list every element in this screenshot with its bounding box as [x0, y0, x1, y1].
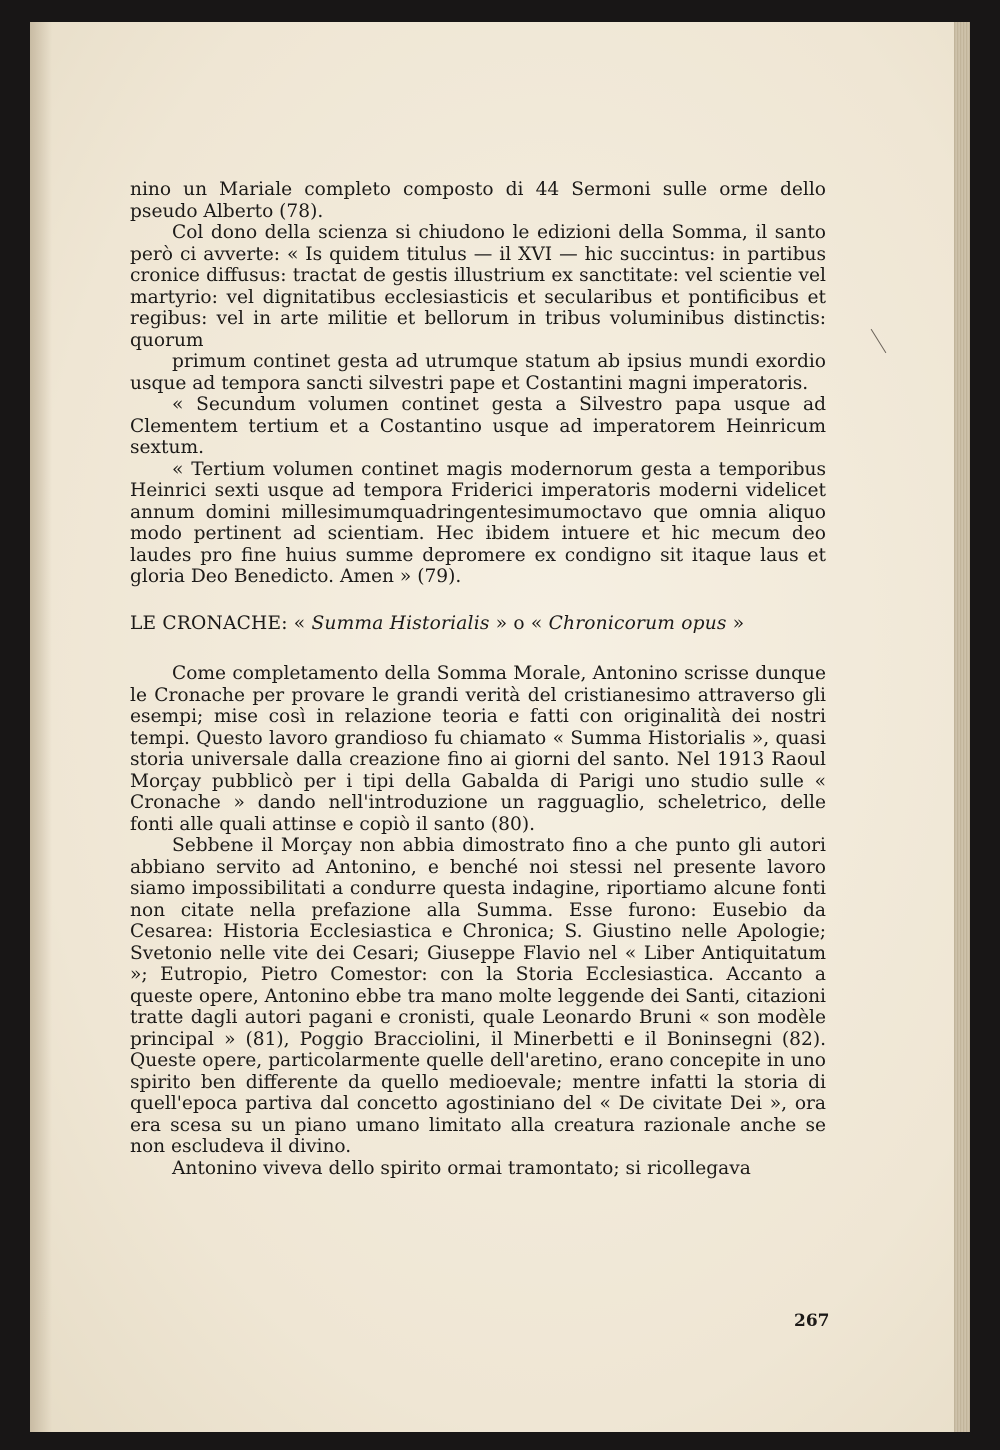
paragraph: « Secundum volumen continet gesta a Silvestro papa usque ad Clementem tertium et a Costantino usque ad imperatorem Heinricum sextum. [130, 394, 826, 458]
paragraph: nino un Mariale completo composto di 44 Sermoni sulle orme dello pseudo Alberto (78). [130, 179, 826, 222]
heading-open-quote-1: « [293, 612, 312, 634]
paragraph: « Tertium volumen continet magis modernorum gesta a temporibus Heinrici sexti usque ad tempora Friderici imperatoris moderni videlicet annum domini millesimumquadringentesimumoctavo que omnia aliquo modo pertinent ad scientiam. Hec ibidem intuere et hic mecum deo laudes pro fine huius summe depromere ex condigno sit itaque laus et gloria Deo Benedicto. Amen » (79). [130, 458, 826, 587]
body-text [130, 179, 826, 1179]
heading-close-quote-1: » [489, 612, 508, 634]
page-edges [954, 22, 970, 1432]
paragraph: Col dono della scienza si chiudono le edizioni della Somma, il santo però ci avverte: « Is quidem titulus — il XVI — hic succintus: in partibus cronice diffusus: tractat de gestis illustrium ex sanctitate: vel scientie vel martyrio: vel dignitatibus ecclesiasticis et secularibus et pontificibus et regibus: vel in arte militie et bellorum in tribus voluminibus distinctis: quorum [130, 222, 826, 351]
paragraph: Antonino viveva dello spirito ormai tramontato; si ricollegava [172, 1157, 751, 1179]
paragraph: Sebbene il Morçay non abbia dimostrato fino a che punto gli autori abbiano servito ad Antonino, e benché noi stessi nel presente lavoro siamo impossibilitati a condurre questa indagine, riportiamo alcune fonti non citate nella prefazione alla Summa. Esse furono: Eusebio da Cesarea: Historia Ecclesiastica e Chronica; S. Giustino nelle Apologie; Svetonio nelle vite dei Cesari; Giuseppe Flavio nel « Liber Antiquitatum »; Eutropio, Pietro Comestor: con la Storia Ecclesiastica. Accanto a queste opere, Antonino ebbe tra mano molte leggende dei Santi, citazioni tratte dagli autori pagani e cronisti, quale Leonardo Bruni « son modèle principal » (81), Poggio Bracciolini, il Minerbetti e il Boninsegni (82). Queste opere, particolarmente quelle dell'aretino, erano concepite in uno spirito ben differente da quello medioevale; mentre infatti la storia di quell'epoca partiva dal concetto agostiniano del « De civitate Dei », ora era scesa su un piano umano limitato alla creatura razionale anche se non escludeva il divino. [130, 835, 826, 1157]
paragraph: Come completamento della Somma Morale, Antonino scrisse dunque le Cronache per provare le grandi verità del cristianesimo attraverso gli esempi; mise così in relazione teoria e fatti con originalità dei nostri tempi. Questo lavoro grandioso fu chiamato « Summa Historialis », quasi storia universale dalla creazione fino ai giorni del santo. Nel 1913 Raoul Morçay pubblicò per i tipi della Gabalda di Parigi uno studio sulle « Cronache » dando nell'introduzione un ragguaglio, scheletrico, delle fonti alle quali attinse e copiò il santo (80). [130, 663, 826, 835]
book-page [30, 22, 970, 1432]
heading-title-2: Chronicorum opus [548, 612, 727, 634]
section-heading [130, 613, 826, 635]
heading-lead: LE CRONACHE: [130, 612, 294, 634]
spine-shadow [30, 22, 52, 1432]
heading-close-quote-2: » [726, 612, 745, 634]
page-number: 267 [794, 1311, 830, 1331]
pencil-mark [871, 329, 887, 353]
heading-title-1: Summa Historialis [311, 612, 490, 634]
heading-connector: o [507, 612, 531, 634]
paragraph: primum continet gesta ad utrumque statum ab ipsius mundi exordio usque ad tempora sancti silvestri pape et Costantini magni imperatoris. [130, 351, 826, 394]
heading-open-quote-2: « [530, 612, 549, 634]
